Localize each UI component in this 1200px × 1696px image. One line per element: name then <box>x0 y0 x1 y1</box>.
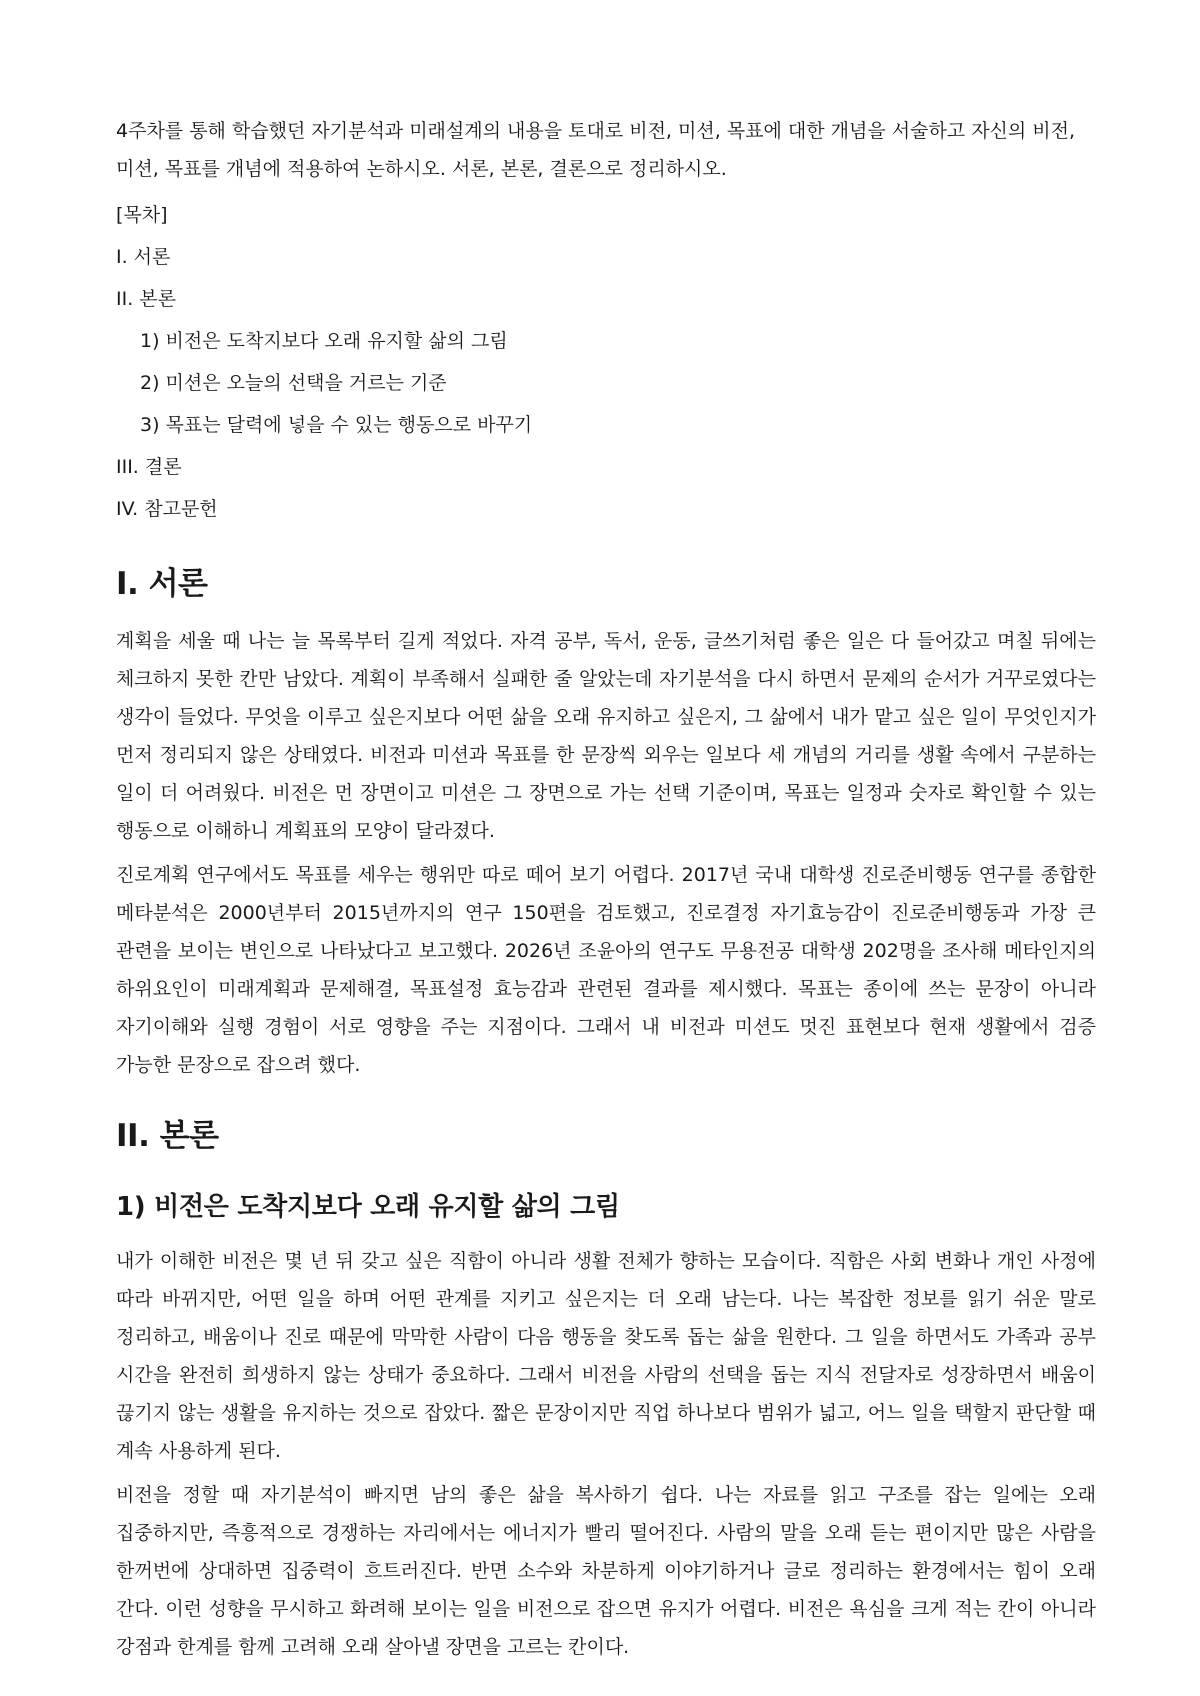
toc-item-body-2: 2) 미션은 오늘의 선택을 거르는 기준 <box>140 372 447 394</box>
body-title: II. 본론 <box>116 1118 219 1154</box>
vision-paragraph: 비전을 정할 때 자기분석이 빠지면 남의 좋은 삶을 복사하기 쉽다. 나는 자료를 읽고 구조를 잡는 일에는 오래 집중하지만, 즉흥적으로 경쟁하는 자리에서는 에너지가 빨리 떨어진다. 사람의 말을 오래 듣는 편이지만 많은 사람을 한꺼번에 상대하면 집중력이 흐트러진다. 반면 소수와 차분하게 이야기하거나 글로 정리하는 환경에서는 힘이 오래 간다. 이런 성향을 무시하고 화려해 보이는 일을 비전으로 잡으면 유지가 어렵다. 비전은 욕심을 크게 적는 칸이 아니라 강점과 한계를 함께 고려해 오래 살아낼 장면을 고르는 칸이다. <box>116 1484 1096 1658</box>
toc-item-body-3: 3) 목표는 달력에 넣을 수 있는 행동으로 바꾸기 <box>140 414 533 436</box>
vision-subsection-title: 1) 비전은 도착지보다 오래 유지할 삶의 그림 <box>116 1192 620 1222</box>
toc-item-body: II. 본론 <box>116 288 176 310</box>
intro-paragraph: 진로계획 연구에서도 목표를 세우는 행위만 따로 떼어 보기 어렵다. 2017년 국내 대학생 진로준비행동 연구를 종합한 메타분석은 2000년부터 2015년까지의 연구 150편을 검토했고, 진로결정 자기효능감이 진로준비행동과 가장 큰 관련을 보이는 변인으로 나타났다고 보고했다. 2026년 조윤아의 연구도 무용전공 대학생 202명을 조사해 메타인지의 하위요인이 미래계획과 문제해결, 목표설정 효능감과 관련된 결과를 제시했다. 목표는 종이에 쓰는 문장이 아니라 자기이해와 실행 경험이 서로 영향을 주는 지점이다. 그래서 내 비전과 미션도 멋진 표현보다 현재 생활에서 검증 가능한 문장으로 잡으려 했다. <box>116 864 1096 1076</box>
table-of-contents <box>116 196 1096 532</box>
assignment-prompt: 4주차를 통해 학습했던 자기분석과 미래설계의 내용을 토대로 비전, 미션, 목표에 대한 개념을 서술하고 자신의 비전, 미션, 목표를 개념에 적용하여 논하시오. 서론, 본론, 결론으로 정리하시오. <box>116 120 1076 180</box>
intro-paragraph: 계획을 세울 때 나는 늘 목록부터 길게 적었다. 자격 공부, 독서, 운동, 글쓰기처럼 좋은 일은 다 들어갔고 며칠 뒤에는 체크하지 못한 칸만 남았다. 계획이 부족해서 실패한 줄 알았는데 자기분석을 다시 하면서 문제의 순서가 거꾸로였다는 생각이 들었다. 무엇을 이루고 싶은지보다 어떤 삶을 오래 유지하고 싶은지, 그 삶에서 내가 맡고 싶은 일이 무엇인지가 먼저 정리되지 않은 상태였다. 비전과 미션과 목표를 한 문장씩 외우는 일보다 세 개념의 거리를 생활 속에서 구분하는 일이 더 어려웠다. 비전은 먼 장면이고 미션은 그 장면으로 가는 선택 기준이며, 목표는 일정과 숫자로 확인할 수 있는 행동으로 이해하니 계획표의 모양이 달라졌다. <box>116 630 1096 842</box>
toc-item-intro: I. 서론 <box>116 246 171 268</box>
toc-item-conclusion: III. 결론 <box>116 456 182 478</box>
toc-item-body-1: 1) 비전은 도착지보다 오래 유지할 삶의 그림 <box>140 330 508 352</box>
body-section <box>116 1112 1096 1666</box>
toc-heading: [목차] <box>116 204 168 226</box>
toc-item-references: IV. 참고문헌 <box>116 498 218 520</box>
intro-section <box>116 560 1096 1084</box>
vision-paragraph: 내가 이해한 비전은 몇 년 뒤 갖고 싶은 직함이 아니라 생활 전체가 향하는 모습이다. 직함은 사회 변화나 개인 사정에 따라 바뀌지만, 어떤 일을 하며 어떤 관계를 지키고 싶은지는 더 오래 남는다. 나는 복잡한 정보를 읽기 쉬운 말로 정리하고, 배움이나 진로 때문에 막막한 사람이 다음 행동을 찾도록 돕는 삶을 원한다. 그 일을 하면서도 가족과 공부 시간을 완전히 희생하지 않는 상태가 중요하다. 그래서 비전을 사람의 선택을 돕는 지식 전달자로 성장하면서 배움이 끊기지 않는 생활을 유지하는 것으로 잡았다. 짧은 문장이지만 직업 하나보다 범위가 넓고, 어느 일을 택할지 판단할 때 계속 사용하게 된다. <box>116 1250 1096 1462</box>
intro-title: I. 서론 <box>116 566 208 602</box>
